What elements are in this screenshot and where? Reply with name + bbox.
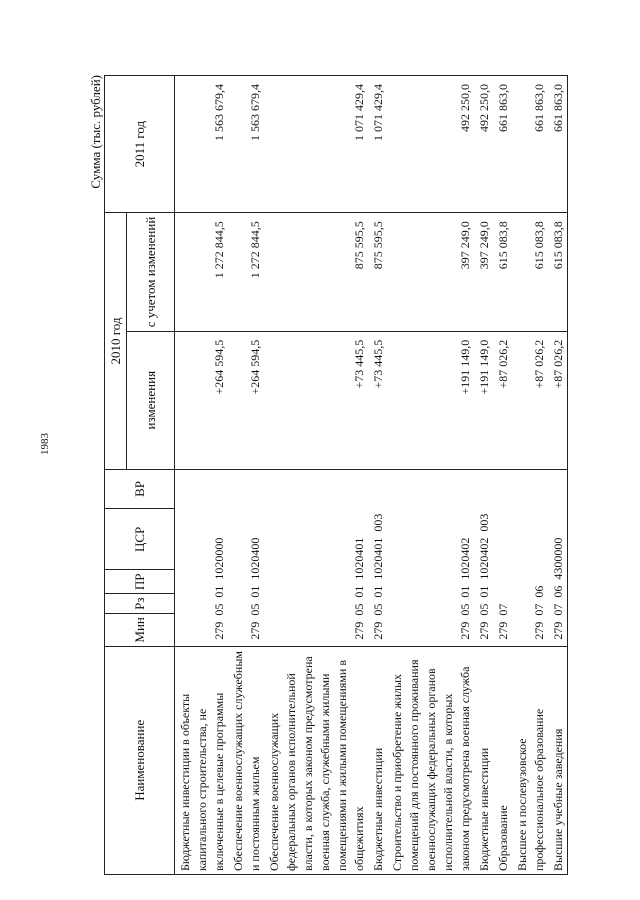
row-2011: 1 563 679,4 [175,76,229,213]
row-name: Обеспечение военнослужащих федеральных органов исполнительной власти, в которых законом предусмотрена военная служба, служебными жилыми помещениями и жилыми помещениями в общежитиях [264,646,368,874]
row-changes: +264 594,5 [228,331,264,469]
row-with-changes: 1 272 844,5 [228,213,264,332]
header-min: Мин [105,614,175,646]
row-codes: 279 05 01 1020401 [264,469,368,646]
row-2011: 661 863,0 [548,76,568,213]
header-csr: ЦСР [105,509,175,570]
row-changes: +87 026,2 [493,331,512,469]
row-with-changes: 875 595,5 [368,213,387,332]
header-with-changes: с учетом изменений [127,213,175,332]
row-changes: +191 149,0 [474,331,493,469]
row-changes: +73 445,5 [368,331,387,469]
header-rz: Рз [105,594,175,614]
row-changes: +264 594,5 [175,331,229,469]
row-with-changes: 615 083,8 [548,213,568,332]
row-2011: 1 563 679,4 [228,76,264,213]
row-codes: 279 07 06 4300000 [548,469,568,646]
row-2011: 661 863,0 [493,76,512,213]
row-name: Бюджетные инвестиции [368,646,387,874]
row-changes: +73 445,5 [264,331,368,469]
row-with-changes: 615 083,8 [512,213,548,332]
table-body [175,76,568,875]
table-row [474,76,493,875]
row-codes: 279 07 06 [512,469,548,646]
row-codes: 279 05 01 1020402 [387,469,474,646]
row-2011: 492 250,0 [474,76,493,213]
row-name: Бюджетные инвестиции в объекты капитального строительства, не включенные в целевые программы [175,646,229,874]
row-with-changes: 397 249,0 [474,213,493,332]
row-2011: 1 071 429,4 [264,76,368,213]
row-changes: +87 026,2 [512,331,548,469]
rotated-table-region [88,75,592,875]
row-name: Высшие учебные заведения [548,646,568,874]
row-changes: +191 149,0 [387,331,474,469]
header-changes: изменения [127,331,175,469]
row-codes: 279 05 01 1020000 [175,469,229,646]
table-row [228,76,264,875]
table-row [387,76,474,875]
table-row [548,76,568,875]
page-number: 1983 [39,433,51,455]
row-with-changes: 397 249,0 [387,213,474,332]
row-2011: 492 250,0 [387,76,474,213]
row-codes: 279 05 01 1020401 003 [368,469,387,646]
row-name: Высшее и послевузовское профессиональное образование [512,646,548,874]
table-row [512,76,548,875]
table-row [175,76,229,875]
row-codes: 279 07 [493,469,512,646]
row-codes: 279 05 01 1020402 003 [474,469,493,646]
header-name: Наименование [105,646,175,874]
units-label: Сумма (тыс. рублей) [88,75,103,189]
row-2011: 1 071 429,4 [368,76,387,213]
table-row [264,76,368,875]
row-with-changes: 1 272 844,5 [175,213,229,332]
row-2011: 661 863,0 [512,76,548,213]
row-changes: +87 026,2 [548,331,568,469]
table-row [368,76,387,875]
header-vr: ВР [105,469,175,509]
row-name: Обеспечение военнослужащих служебным и постоянным жильем [228,646,264,874]
row-name: Образование [493,646,512,874]
header-pr: ПР [105,570,175,594]
row-with-changes: 615 083,8 [493,213,512,332]
row-name: Бюджетные инвестиции [474,646,493,874]
row-name: Строительство и приобретение жилых помещений для постоянного проживания военнослужащих федеральных органов исполнительной власти, в которых законом предусмотрена военная служба [387,646,474,874]
budget-table [104,75,568,875]
row-with-changes: 875 595,5 [264,213,368,332]
row-codes: 279 05 01 1020400 [228,469,264,646]
header-year-2011: 2011 год [105,76,175,213]
table-row [493,76,512,875]
header-year-2010: 2010 год [105,213,127,469]
